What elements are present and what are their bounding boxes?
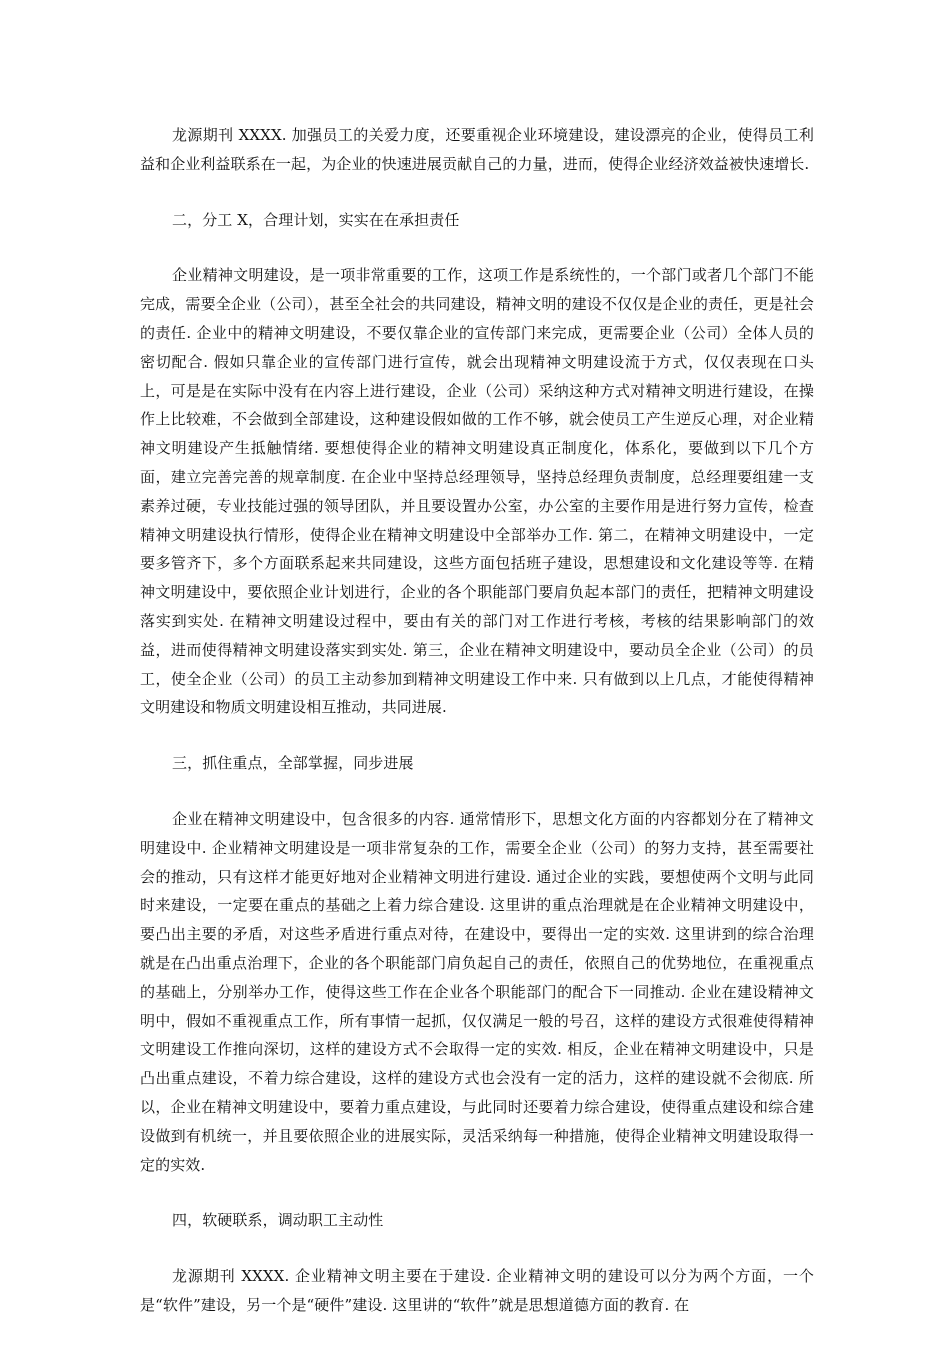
paragraph-intro: 龙源期刊 XXXX. 加强员工的关爱力度，还要重视企业环境建设，建设漂亮的企业，使得员工利益和企业利益联系在一起，为企业的快速进展贡献自己的力量，进而，使得企业经济效益被快速增长. bbox=[140, 126, 814, 173]
paragraph-section-3: 企业在精神文明建设中，包含很多的内容. 通常情形下，思想文化方面的内容都划分在了精神文明建设中. 企业精神文明建设是一项非常复杂的工作，需要全企业（公司）的努力支持，甚至需要社会的推动，只有这样才能更好地对企业精神文明进行建设. 通过企业的实践，要想使两个文明与此同时来建设，一定要在重点的基础之上着力综合建设. 这里讲的重点治理就是在企业精神文明建设中，要凸出主要的矛盾，对这些矛盾进行重点对待，在建设中，要得出一定的实效. 这里讲到的综合治理就是在凸出重点治理下，企业的各个职能部门肩负起自己的责任，依照自己的优势地位，在重视重点的基础上，分别举办工作，使得这些工作在企业各个职能部门的配合下一同推动. 企业在建设精神文明中，假如不重视重点工作，所有事情一起抓，仅仅满足一般的号召，这样的建设方式很难使得精神文明建设工作推向深切，这样的建设方式不会取得一定的实效. 相反，企业在精神文明建设中，只是凸出重点建设，不着力综合建设，这样的建设方式也会没有一定的活力，这样的建设就不会彻底. 所以，企业在精神文明建设中，要着力重点建设，与此同时还要着力综合建设，使得重点建设和综合建设做到有机统一，并且要依照企业的进展实际，灵活采纳每一种措施，使得企业精神文明建设取得一定的实效. bbox=[140, 809, 814, 1174]
section-heading-4: 四，软硬联系，调动职工主动性 bbox=[172, 1211, 384, 1230]
section-heading-2: 二，分工 X，合理计划，实实在在承担责任 bbox=[172, 210, 460, 229]
document-body bbox=[140, 121, 814, 1347]
paragraph-section-2: 企业精神文明建设，是一项非常重要的工作，这项工作是系统性的，一个部门或者几个部门不能完成，需要全企业（公司），甚至全社会的共同建设，精神文明的建设不仅仅是企业的责任，更是社会的责任. 企业中的精神文明建设，不要仅靠企业的宣传部门来完成，更需要企业（公司）全体人员的密切配合. 假如只靠企业的宣传部门进行宣传，就会出现精神文明建设流于方式，仅仅表现在口头上，可是是在实际中没有在内容上进行建设，企业（公司）采纳这种方式对精神文明进行建设，在操作上比较难，不会做到全部建设，这种建设假如做的工作不够，就会使员工产生逆反心理，对企业精神文明建设产生抵触情绪. 要想使得企业的精神文明建设真正制度化，体系化，要做到以下几个方面，建立完善完善的规章制度. 在企业中坚持总经理领导，坚持总经理负责制度，总经理要组建一支素养过硬，专业技能过强的领导团队，并且要设置办公室，办公室的主要作用是进行努力宣传，检查精神文明建设执行情形，使得企业在精神文明建设中全部举办工作. 第二，在精神文明建设中，一定要多管齐下，多个方面联系起来共同建设，这些方面包括班子建设，思想建设和文化建设等等. 在精神文明建设中，要依照企业计划进行，企业的各个职能部门要肩负起本部门的责任，把精神文明建设落实到实处. 在精神文明建设过程中，要由有关的部门对工作进行考核，考核的结果影响部门的效益，进而使得精神文明建设落实到实处. 第三，企业在精神文明建设中，要动员全企业（公司）的员工，使全企业（公司）的员工主动参加到精神文明建设工作中来. 只有做到以上几点，才能使得精神文明建设和物质文明建设相互推动，共同进展. bbox=[140, 266, 814, 717]
section-heading-3: 三，抓住重点，全部掌握，同步进展 bbox=[172, 754, 414, 773]
paragraph-section-4: 龙源期刊 XXXX. 企业精神文明主要在于建设. 企业精神文明的建设可以分为两个方面，一个是“软件”建设，另一个是“硬件”建设. 这里讲的“软件”就是思想道德方面的教育. 在 bbox=[140, 1267, 814, 1314]
